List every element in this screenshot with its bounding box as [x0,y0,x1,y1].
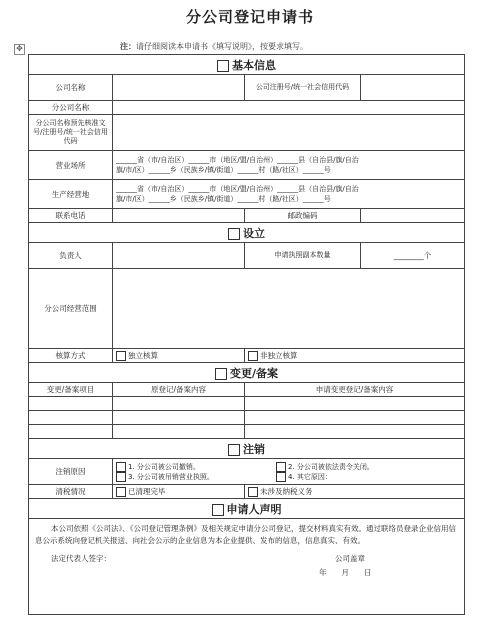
business-place-field[interactable] [113,151,465,180]
credit-code-label: 公司注册号/统一社会信用代码 [245,75,361,101]
section-basic-info-row [29,55,465,75]
production-addr-line1: ______省（市/自治区）______市（地区/盟/自治州）______县（自治县/旗/自治 [116,185,359,193]
note-label: 注： [120,42,136,51]
branch-name-field[interactable] [113,101,465,115]
application-form-table [28,54,465,615]
change-checkbox[interactable] [215,368,227,380]
tax-done-option[interactable]: 已清理完毕 [113,485,245,499]
accounting-row [29,349,465,363]
business-place-row [29,151,465,180]
change-item-cell[interactable] [29,397,113,411]
postal-field[interactable] [361,209,465,223]
phone-field[interactable] [113,209,245,223]
change-entry-row [29,425,465,439]
non-independent-checkbox[interactable] [248,351,258,361]
prename-doc-label: 分公司名称预先核准文号/注册号/统一社会信用代码 [29,115,113,151]
reason-4-checkbox[interactable] [276,472,286,482]
section-change-row [29,363,465,383]
non-independent-option[interactable]: 非独立核算 [245,349,465,363]
postal-label: 邮政编码 [245,209,361,223]
change-entry-row [29,397,465,411]
change-original-cell[interactable] [113,411,245,425]
change-requested-cell[interactable] [245,397,465,411]
cancel-reason-options [113,459,465,485]
section-basic-info[interactable]: 基本信息 [29,55,465,75]
cancel-reason-label: 注销原因 [29,459,113,485]
tax-done-checkbox[interactable] [116,487,126,497]
cancel-reason-row [29,459,465,485]
scope-field[interactable] [113,269,465,349]
company-name-label: 公司名称 [29,75,113,101]
change-requested-cell[interactable] [245,411,465,425]
production-addr-row [29,180,465,209]
accounting-label: 核算方式 [29,349,113,363]
production-addr-field[interactable] [113,180,465,209]
change-original-header: 原登记/备案内容 [113,383,245,397]
seal-label: 公司盖章 [335,554,365,563]
section-declaration-row [29,499,465,519]
license-copies-field[interactable]: ________个 [361,243,465,269]
change-item-cell[interactable] [29,425,113,439]
company-name-field[interactable] [113,75,245,101]
section-declaration[interactable]: 申请人声明 [29,499,465,519]
setup-checkbox[interactable] [228,228,240,240]
declaration-cell [29,519,465,615]
independent-option[interactable]: 独立核算 [113,349,245,363]
change-item-header: 变更/备案项目 [29,383,113,397]
business-place-label: 营业场所 [29,151,113,180]
cancel-checkbox[interactable] [228,444,240,456]
section-cancel[interactable]: 注销 [29,439,465,459]
cancel-reason-2[interactable]: 2. 分公司被依法责令关闭。 [276,462,374,472]
branch-name-label: 分公司名称 [29,101,113,115]
tax-none-option[interactable]: 未涉及纳税义务 [245,485,465,499]
declaration-text: 本公司依照《公司法》、《公司登记管理条例》及相关规定申请分公司登记，提交材料真实有效。通过联络员登录企业信用信息公示系统向登记机关报送、向社会公示的企业信息为本企业提供、发布的信息，信息真实、有效。 [35,524,456,545]
person-in-charge-row [29,243,465,269]
independent-checkbox[interactable] [116,351,126,361]
table-move-handle-icon[interactable]: ✥ [14,44,25,55]
credit-code-field[interactable] [361,75,465,101]
phone-row [29,209,465,223]
scope-label: 分公司经营范围 [29,269,113,349]
change-header-row [29,383,465,397]
reason-2-checkbox[interactable] [276,462,286,472]
tax-row [29,485,465,499]
reason-3-checkbox[interactable] [116,472,126,482]
company-name-row [29,75,465,101]
change-requested-header: 申请变更登记/备案内容 [245,383,465,397]
tax-label: 清税情况 [29,485,113,499]
cancel-reason-3[interactable]: 3. 分公司被吊销营业执照。 [116,472,276,482]
production-addr-label: 生产经营地 [29,180,113,209]
scope-row [29,269,465,349]
license-copies-label: 申请执照副本数量 [245,243,361,269]
date-label: 年 月 日 [319,568,372,577]
cancel-reason-4[interactable]: 4. 其它原因： [276,472,332,482]
signature-label: 法定代表人签字： [51,554,111,563]
fill-note [120,41,308,52]
basic-info-checkbox[interactable] [217,60,229,72]
section-change[interactable]: 变更/备案 [29,363,465,383]
section-setup-row [29,223,465,243]
tax-none-checkbox[interactable] [248,487,258,497]
change-entry-row [29,411,465,425]
prename-doc-field[interactable] [113,115,465,151]
person-in-charge-field[interactable] [113,243,245,269]
declaration-row [29,519,465,615]
change-original-cell[interactable] [113,425,245,439]
prename-doc-row [29,115,465,151]
section-cancel-row [29,439,465,459]
page-title: 分公司登记申请书 [185,8,314,26]
business-place-line2: 旗/市/区）______乡（民族乡/镇/街道）______村（路/社区）______号 [116,166,331,174]
production-addr-line2: 旗/市/区）______乡（民族乡/镇/街道）______村（路/社区）______号 [116,195,331,203]
change-requested-cell[interactable] [245,425,465,439]
section-setup[interactable]: 设立 [29,223,465,243]
person-in-charge-label: 负责人 [29,243,113,269]
business-place-line1: ______省（市/自治区）______市（地区/盟/自治州）______县（自治县/旗/自治 [116,156,359,164]
cancel-reason-1[interactable]: 1. 分公司被公司撤销。 [116,462,276,472]
reason-1-checkbox[interactable] [116,462,126,472]
change-item-cell[interactable] [29,411,113,425]
phone-label: 联系电话 [29,209,113,223]
declaration-checkbox[interactable] [212,504,224,516]
note-text: 请仔细阅读本申请书《填写说明》，按要求填写。 [136,42,308,51]
change-original-cell[interactable] [113,397,245,411]
branch-name-row [29,101,465,115]
